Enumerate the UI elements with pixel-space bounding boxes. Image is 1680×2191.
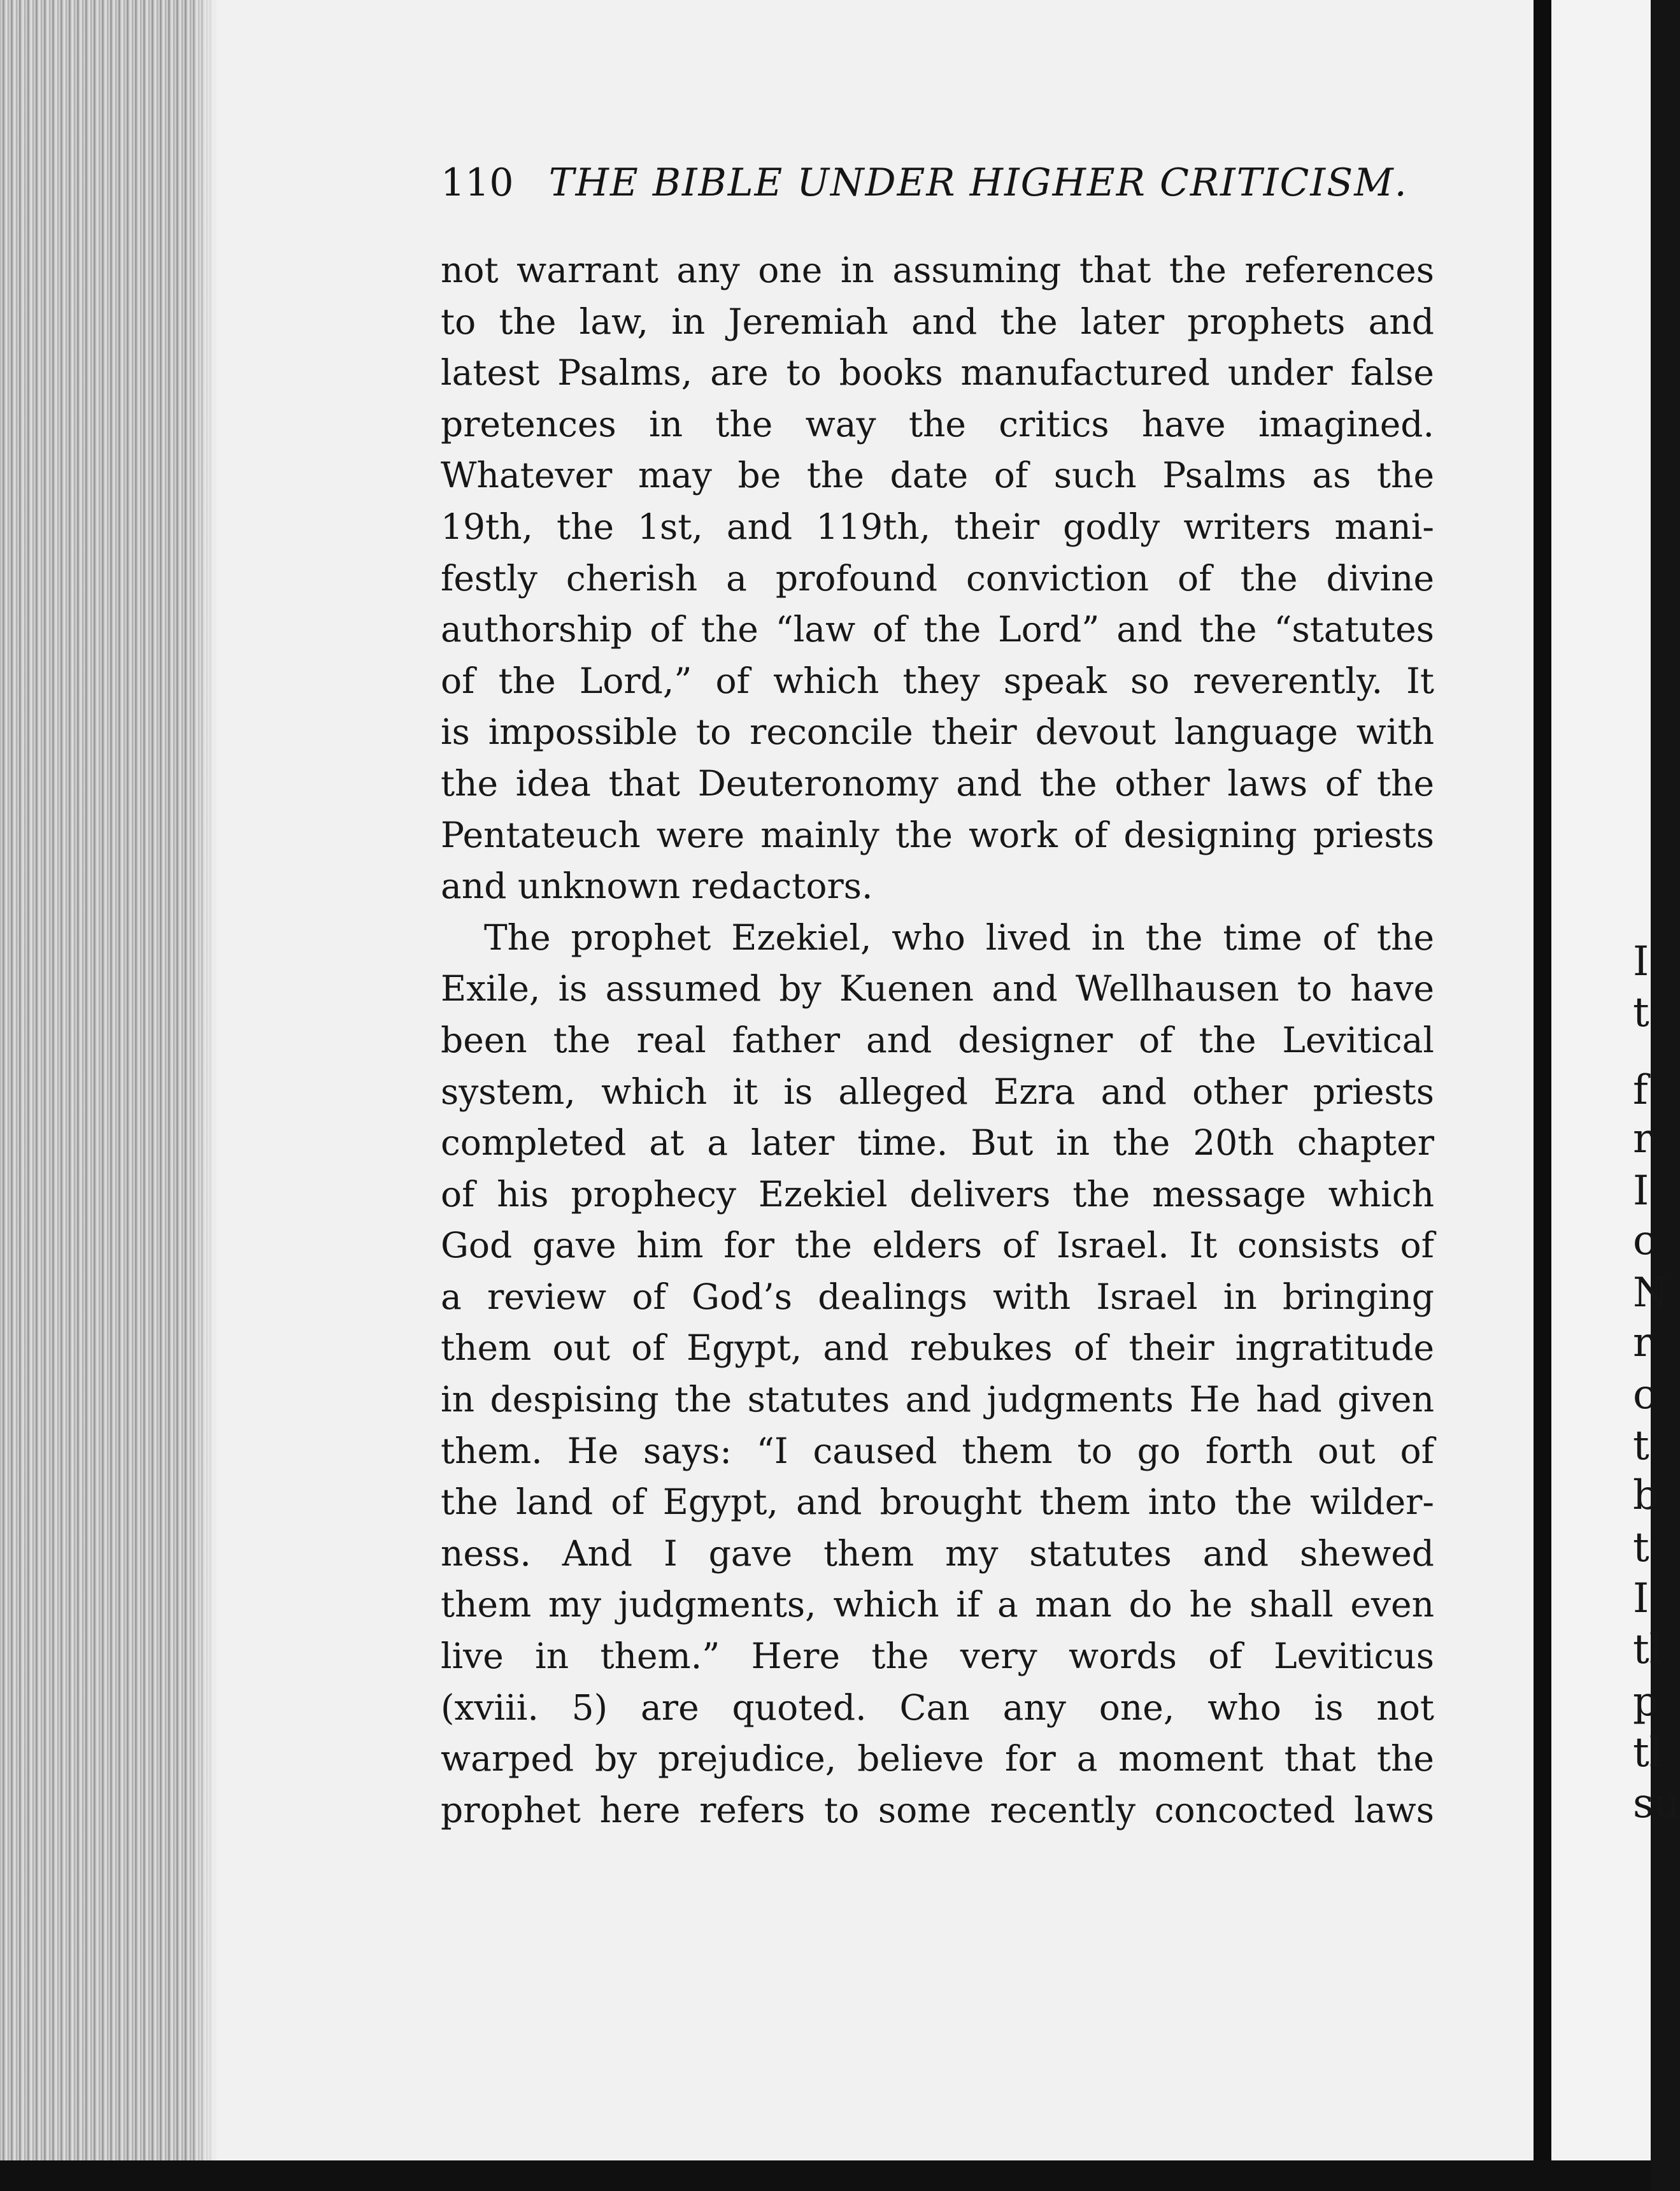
text-line: God gave him for the elders of Israel. It consists of — [441, 1225, 1434, 1266]
text-line: them out of Egypt, and rebukes of their ingratitude — [441, 1327, 1434, 1369]
text-line: Whatever may be the date of such Psalms as the — [441, 455, 1434, 496]
next-page-fragment: t — [1633, 1422, 1649, 1469]
text-line: latest Psalms, are to books manufactured under false — [441, 352, 1434, 394]
next-page-fragment: c — [1633, 1371, 1656, 1418]
next-page-fragment: I — [1633, 938, 1649, 985]
text-line: ness. And I gave them my statutes and shewed — [441, 1532, 1434, 1574]
text-line: Exile, is assumed by Kuenen and Wellhausen to have — [441, 968, 1434, 1010]
text-line: of the Lord,” of which they speak so reverently. It — [441, 660, 1434, 701]
text-line: completed at a later time. But in the 20th chapter — [441, 1122, 1434, 1164]
next-page-fragment: tl — [1633, 1729, 1663, 1776]
page-gutter — [1534, 0, 1551, 2191]
text-line: Pentateuch were mainly the work of designing priests — [441, 814, 1434, 855]
text-line: pretences in the way the critics have imagined. — [441, 403, 1434, 445]
text-line: is impossible to reconcile their devout language with — [441, 711, 1434, 753]
next-page-fragment: tl — [1633, 1626, 1663, 1673]
text-line: and unknown redactors. — [441, 866, 873, 907]
text-line: in despising the statutes and judgments He had given — [441, 1379, 1434, 1420]
running-head — [441, 161, 1408, 205]
text-line: 19th, the 1st, and 119th, their godly writers mani- — [441, 506, 1434, 547]
text-line: prophet here refers to some recently concocted laws — [441, 1789, 1434, 1831]
text-line: warped by prejudice, believe for a moment that the — [441, 1738, 1434, 1780]
text-line: not warrant any one in assuming that the references — [441, 250, 1434, 290]
text-line: of his prophecy Ezekiel delivers the message which — [441, 1173, 1434, 1215]
next-page-fragment: r — [1633, 1115, 1653, 1162]
next-page-fragment: t — [1633, 989, 1649, 1036]
text-line: (xviii. 5) are quoted. Can any one, who is not — [441, 1687, 1434, 1728]
text-line: to the law, in Jeremiah and the later prophets and — [441, 301, 1434, 342]
next-page-fragment: c — [1633, 1217, 1656, 1264]
paragraph-first-line: The prophet Ezekiel, who lived in the time of the — [484, 917, 1434, 958]
next-page-fragment: N — [1633, 1269, 1669, 1317]
next-page-fragment: I — [1633, 1167, 1649, 1215]
next-page-fragment: su — [1633, 1780, 1680, 1827]
next-page-fragment: t — [1633, 1524, 1649, 1571]
next-page-fragment: r — [1633, 1319, 1653, 1366]
left-page-edges — [0, 0, 217, 2191]
page-number: 110 — [441, 161, 514, 205]
next-page-fragment: b — [1633, 1472, 1659, 1519]
body-text — [441, 245, 1434, 1836]
next-page-fragment: p — [1633, 1678, 1659, 1725]
text-line: been the real father and designer of the Levitical — [441, 1019, 1434, 1060]
text-line: them. He says: “I caused them to go forth out of — [441, 1430, 1434, 1471]
next-page-fragment: I — [1633, 1575, 1649, 1622]
text-line: authorship of the “law of the Lord” and the “statutes — [441, 609, 1434, 650]
running-head-title: THE BIBLE UNDER HIGHER CRITICISM. — [548, 161, 1408, 205]
text-line: live in them.” Here the very words of Leviticus — [441, 1636, 1434, 1677]
text-line: a review of God’s dealings with Israel in bringing — [441, 1276, 1434, 1317]
next-page-fragment: f — [1633, 1067, 1648, 1114]
text-line: them my judgments, which if a man do he shall even — [441, 1584, 1434, 1625]
text-line: system, which it is alleged Ezra and other priests — [441, 1071, 1434, 1112]
text-line: the idea that Deuteronomy and the other laws of the — [441, 762, 1434, 804]
scan-bottom-border — [0, 2160, 1651, 2191]
next-page-edge — [1551, 0, 1680, 2191]
text-line: festly cherish a profound conviction of the divine — [441, 557, 1434, 599]
text-line: the land of Egypt, and brought them into the wilder- — [441, 1481, 1434, 1523]
